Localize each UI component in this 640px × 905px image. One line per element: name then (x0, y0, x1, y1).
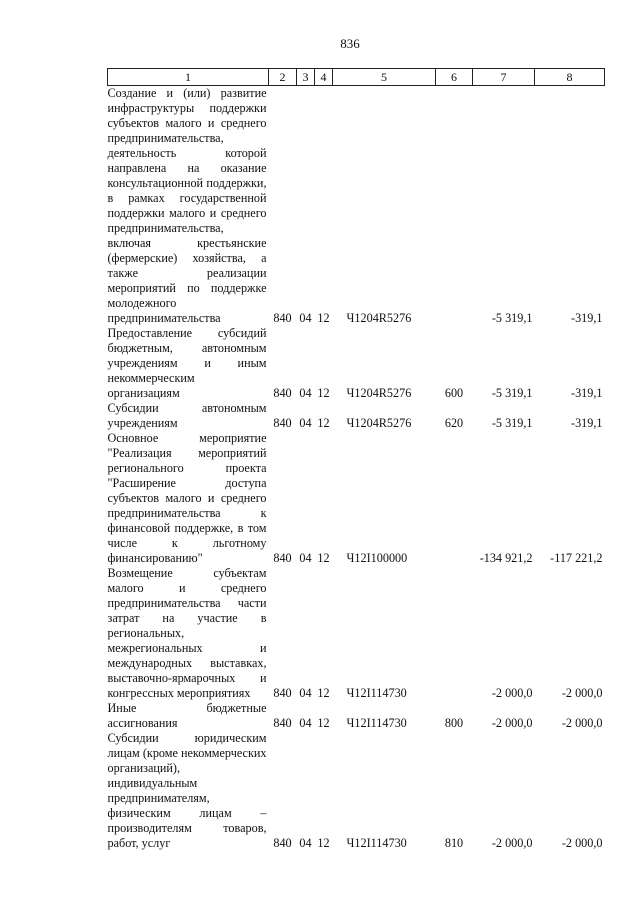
row-grbs: 840 (273, 686, 292, 700)
row-csr: Ч1204R5276 (346, 311, 412, 325)
row-sum-2: -319,1 (571, 386, 603, 400)
row-sum-1: -5 319,1 (491, 416, 533, 430)
row-vr: 600 (444, 386, 464, 400)
row-grbs: 840 (273, 551, 292, 565)
row-sum-2: -2 000,0 (561, 686, 603, 700)
row-csr: Ч12I114730 (346, 716, 407, 730)
header-col-2: 2 (269, 69, 297, 86)
row-grbs: 840 (273, 836, 292, 850)
row-sum-2: -2 000,0 (561, 836, 603, 850)
row-grbs: 840 (273, 386, 292, 400)
row-csr: Ч12I114730 (346, 836, 407, 850)
header-col-3: 3 (297, 69, 315, 86)
row-vr (436, 566, 473, 701)
row-name: Основное мероприятие "Реализация мероприятий регионального проекта "Расширение доступа субъектов малого и среднего предпринимательства к финансовой поддержке, в том числе к льготному финансированию" (107, 431, 267, 565)
header-col-8: 8 (535, 69, 605, 86)
table-row (108, 701, 605, 731)
row-pr: 12 (317, 686, 330, 700)
page-number: 836 (340, 36, 360, 51)
row-pr: 12 (317, 416, 330, 430)
row-pr: 12 (317, 551, 330, 565)
row-sum-1: -2 000,0 (491, 716, 533, 730)
row-grbs: 840 (273, 416, 292, 430)
row-pr: 12 (317, 836, 330, 850)
row-rz: 04 (299, 686, 312, 700)
row-csr: Ч1204R5276 (346, 386, 412, 400)
table-row (108, 731, 605, 851)
row-name: Субсидии юридическим лицам (кроме некоммерческих организаций), индивидуальным предпринимателям, физическим лицам – производителям товаров, работ, услуг (107, 731, 267, 850)
table-row (108, 401, 605, 431)
row-pr: 12 (317, 716, 330, 730)
row-rz: 04 (299, 311, 312, 325)
row-name: Возмещение субъектам малого и среднего предпринимательства части затрат на участие в региональных, межрегиональных и международных выставках, выставочно-ярмарочных и конгрессных мероприятиях (107, 566, 267, 700)
header-col-5: 5 (333, 69, 436, 86)
row-sum-2: -319,1 (571, 311, 603, 325)
row-name: Иные бюджетные ассигнования (107, 701, 267, 730)
row-grbs: 840 (273, 311, 292, 325)
row-vr (436, 86, 473, 327)
row-name: Создание и (или) развитие инфраструктуры поддержки субъектов малого и среднего предпринимательства, деятельность которой направлена на оказание консультационной поддержки, в рамках государственной поддержки малого и среднего предпринимательства, включая крестьянские (фермерские) хозяйства, а также реализации мероприятий по поддержке молодежного предпринимательства (107, 86, 267, 325)
row-csr: Ч12I114730 (346, 686, 407, 700)
row-sum-1: -5 319,1 (491, 311, 533, 325)
row-sum-1: -2 000,0 (491, 686, 533, 700)
table-row (108, 431, 605, 566)
row-vr: 810 (444, 836, 464, 850)
row-pr: 12 (317, 386, 330, 400)
row-rz: 04 (299, 836, 312, 850)
row-name: Предоставление субсидий бюджетным, автономным учреждениям и иным некоммерческим организациям (107, 326, 267, 400)
header-col-1: 1 (108, 69, 269, 86)
table-row (108, 86, 605, 327)
row-vr: 800 (444, 716, 464, 730)
row-sum-2: -117 221,2 (550, 551, 603, 565)
row-rz: 04 (299, 416, 312, 430)
row-csr: Ч1204R5276 (346, 416, 412, 430)
row-vr: 620 (444, 416, 464, 430)
row-rz: 04 (299, 551, 312, 565)
row-pr: 12 (317, 311, 330, 325)
table-row (108, 326, 605, 401)
header-col-7: 7 (473, 69, 535, 86)
row-vr (436, 431, 473, 566)
header-col-6: 6 (436, 69, 473, 86)
header-row (108, 69, 605, 86)
row-sum-1: -2 000,0 (491, 836, 533, 850)
header-col-4: 4 (315, 69, 333, 86)
row-rz: 04 (299, 386, 312, 400)
row-csr: Ч12I100000 (346, 551, 408, 565)
row-sum-2: -319,1 (571, 416, 603, 430)
budget-table (107, 68, 605, 851)
row-grbs: 840 (273, 716, 292, 730)
row-sum-2: -2 000,0 (561, 716, 603, 730)
table-row (108, 566, 605, 701)
row-sum-1: -5 319,1 (491, 386, 533, 400)
row-sum-1: -134 921,2 (479, 551, 533, 565)
row-rz: 04 (299, 716, 312, 730)
row-name: Субсидии автономным учреждениям (107, 401, 267, 430)
